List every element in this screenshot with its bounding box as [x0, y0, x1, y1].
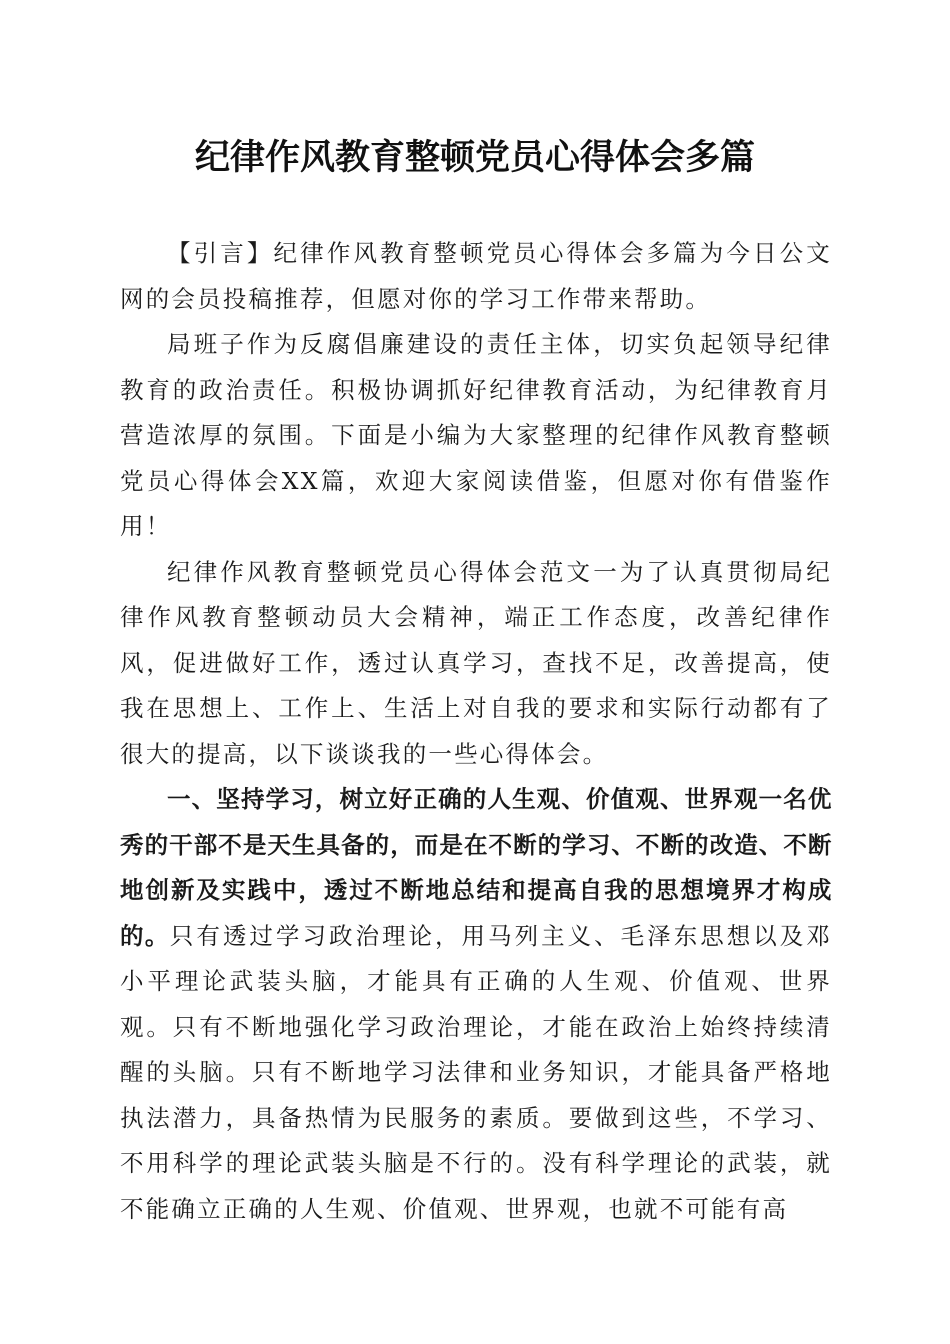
document-title: 纪律作风教育整顿党员心得体会多篇	[194, 137, 755, 178]
document-body	[120, 231, 832, 1232]
section-heading-1: 一、坚持学习，树立好正确的人生观、价值观、世界观一名优秀的干部不是天生具备的，而是在不断的学习、不断的改造、不断地创新及实践中，透过不断地总结和提高自我的思想境界才构成的。	[120, 785, 832, 950]
body-paragraph-3	[120, 777, 832, 1232]
intro-paragraph: 【引言】纪律作风教育整顿党员心得体会多篇为今日公文网的会员投稿推荐，但愿对你的学习工作带来帮助。	[120, 239, 832, 313]
body-paragraph-2: 纪律作风教育整顿党员心得体会范文一为了认真贯彻局纪律作风教育整顿动员大会精神，端正工作态度，改善纪律作风，促进做好工作，透过认真学习，查找不足，改善提高，使我在思想上、工作上、生活上对自我的要求和实际行动都有了很大的提高，以下谈谈我的一些心得体会。	[120, 557, 832, 768]
body-paragraph-1: 局班子作为反腐倡廉建设的责任主体，切实负起领导纪律教育的政治责任。积极协调抓好纪律教育活动，为纪律教育月营造浓厚的氛围。下面是小编为大家整理的纪律作风教育整顿党员心得体会XX篇，欢迎大家阅读借鉴，但愿对你有借鉴作用！	[120, 330, 832, 540]
section-text-1: 只有透过学习政治理论，用马列主义、毛泽东思想以及邓小平理论武装头脑，才能具有正确的人生观、价值观、世界观。只有不断地强化学习政治理论，才能在政治上始终持续清醒的头脑。只有不断地学习法律和业务知识，才能具备严格地执法潜力，具备热情为民服务的素质。要做到这些，不学习、不用科学的理论武装头脑是不行的。没有科学理论的武装，就不能确立正确的人生观、价值观、世界观，也就不可能有高	[120, 921, 833, 1223]
